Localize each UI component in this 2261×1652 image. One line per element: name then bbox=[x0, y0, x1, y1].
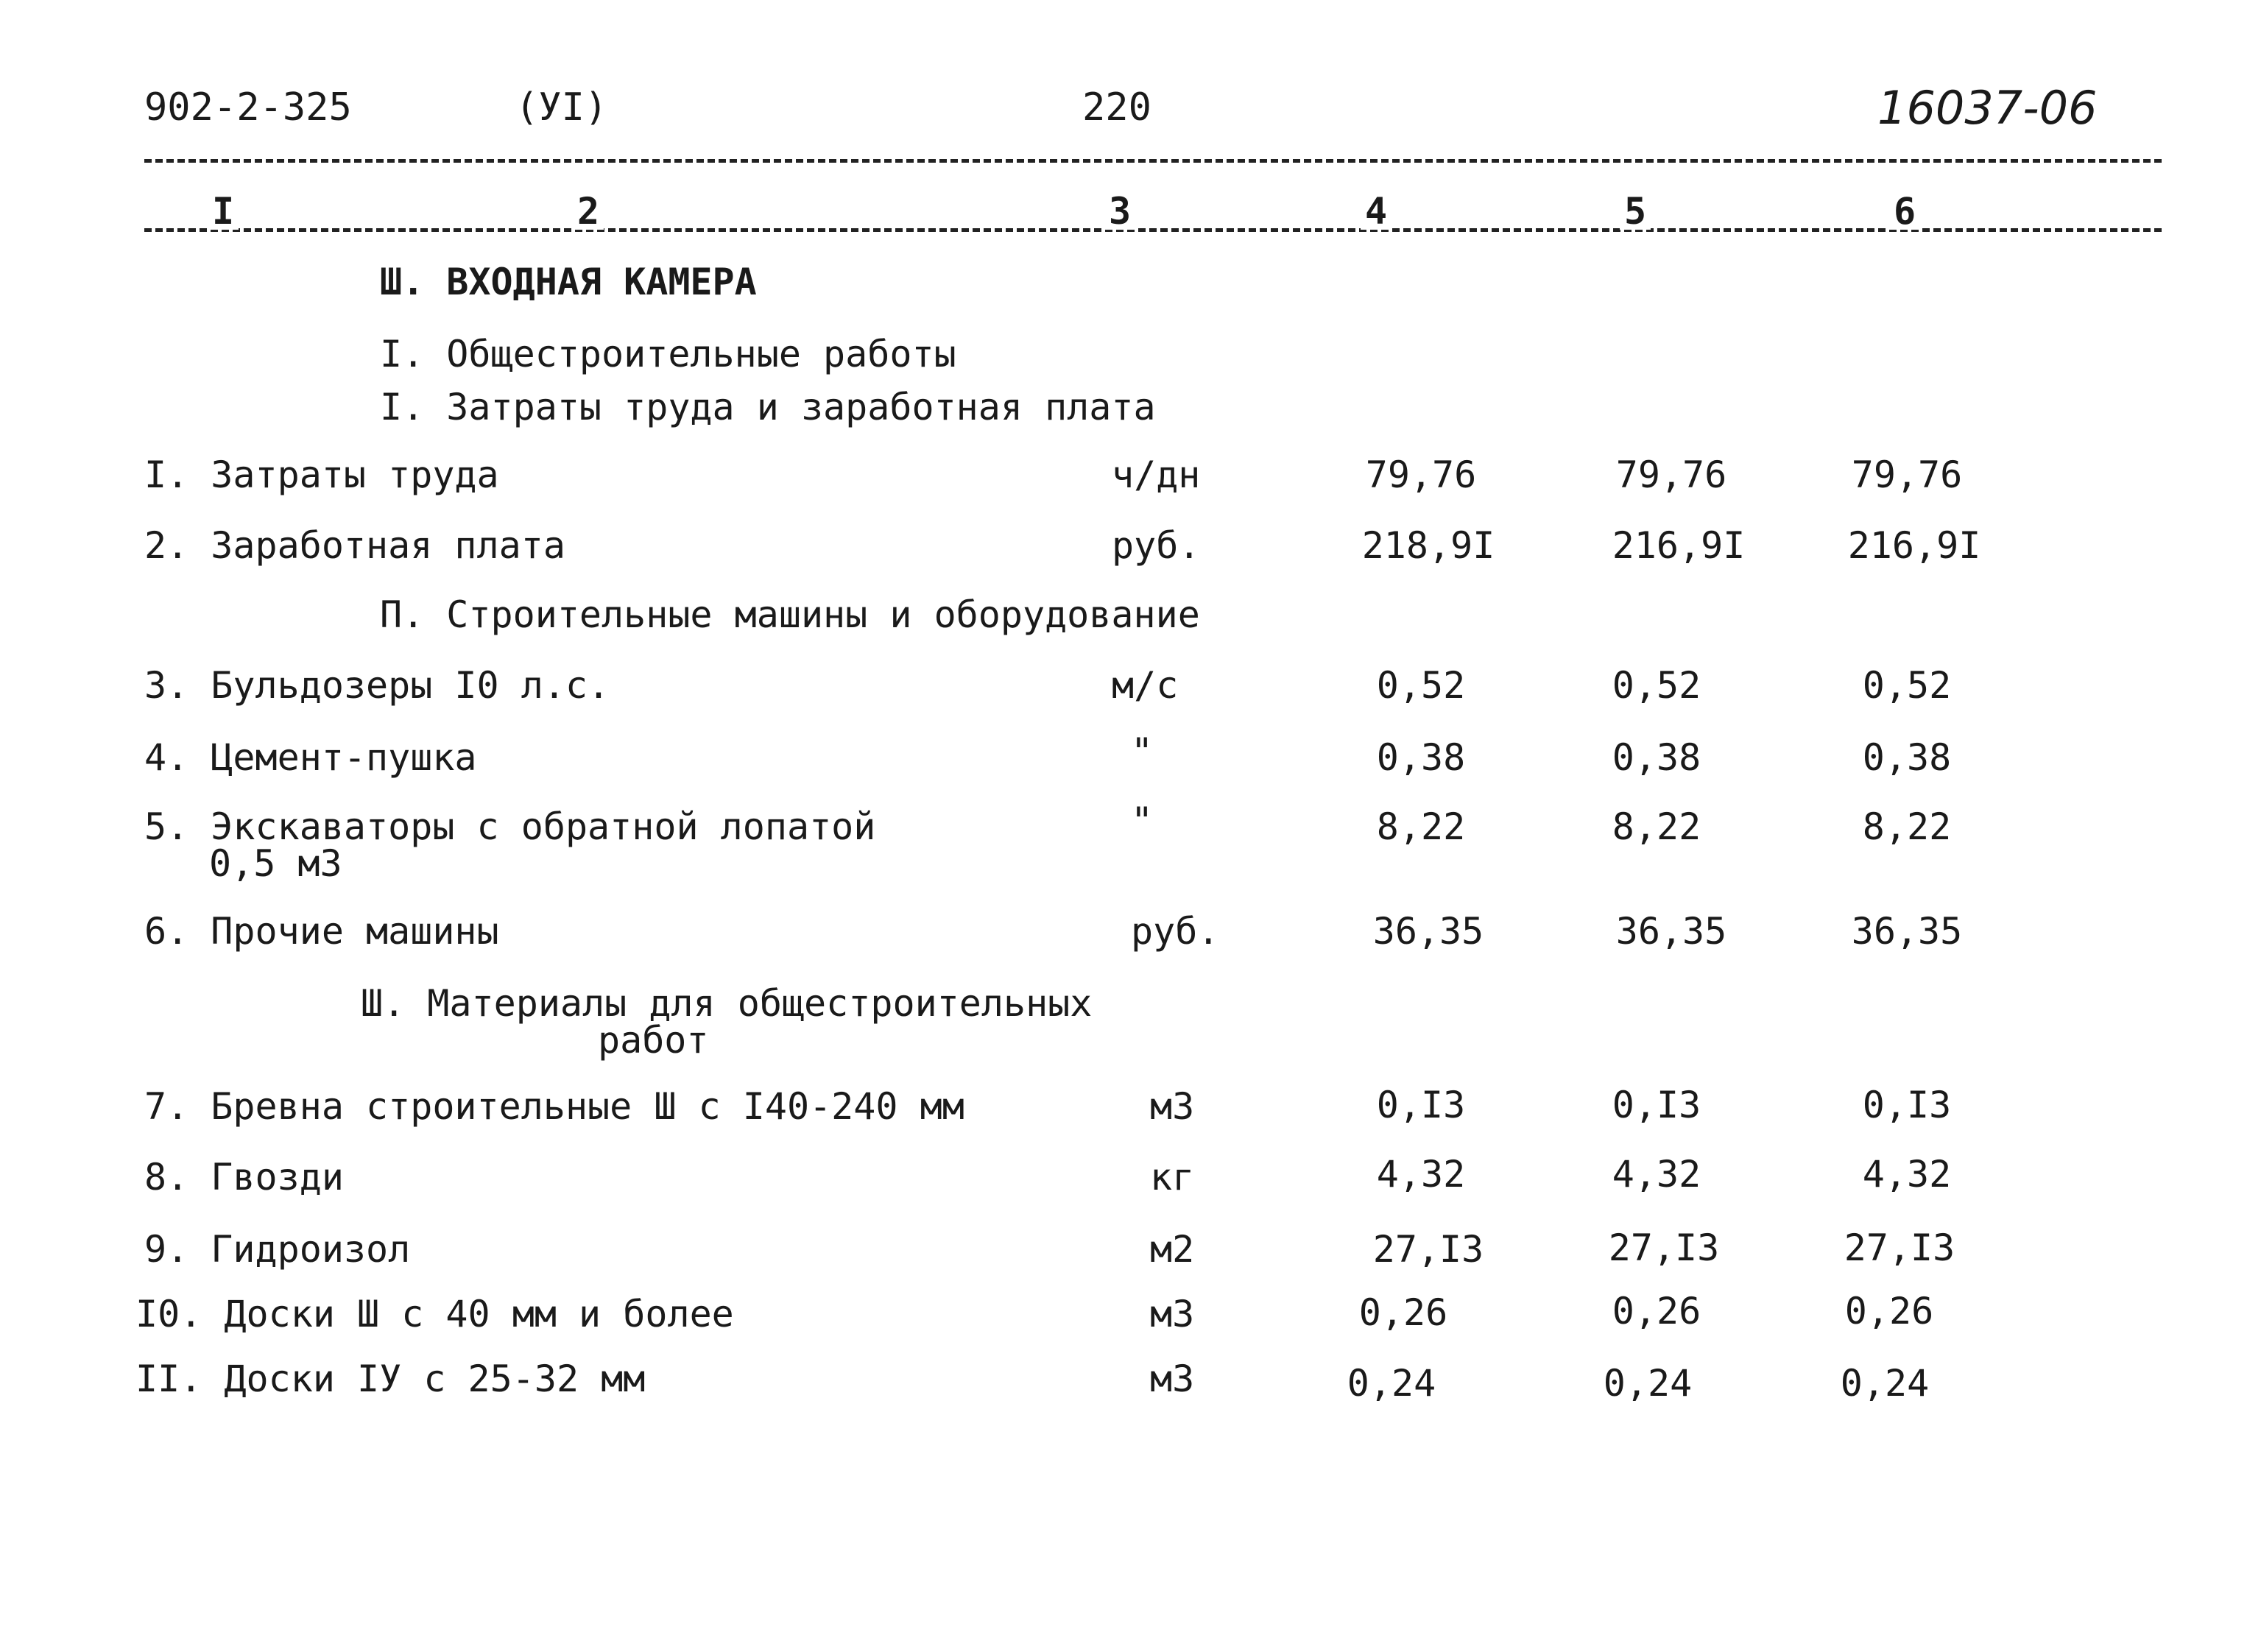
row-5-col5: 8,22 bbox=[1612, 805, 1701, 848]
row-9-unit: м2 bbox=[1150, 1228, 1195, 1271]
col-header-5: 5 bbox=[1620, 193, 1651, 230]
row-8-col5: 4,32 bbox=[1612, 1153, 1701, 1196]
row-2-col6: 216,9I bbox=[1847, 524, 1981, 567]
row-5-col4: 8,22 bbox=[1376, 805, 1466, 848]
row-1-col5: 79,76 bbox=[1615, 453, 1727, 496]
column-dashed-rule bbox=[144, 228, 2162, 232]
row-9-col6: 27,I3 bbox=[1844, 1226, 1955, 1269]
doc-part: (УI) bbox=[515, 85, 608, 130]
group-heading-labor: I. Затраты труда и заработная плата bbox=[380, 386, 1156, 428]
top-dashed-rule bbox=[144, 159, 2162, 163]
col-header-2: 2 bbox=[573, 193, 604, 230]
row-8-col6: 4,32 bbox=[1862, 1153, 1952, 1196]
row-2-name: 2. Заработная плата bbox=[144, 524, 565, 567]
row-10-unit: м3 bbox=[1150, 1293, 1195, 1335]
row-4-col5: 0,38 bbox=[1612, 736, 1701, 779]
subsection-title: I. Общестроительные работы bbox=[380, 333, 956, 375]
row-4-name: 4. Цемент-пушка bbox=[144, 736, 477, 779]
row-4-unit: " bbox=[1131, 730, 1154, 773]
row-11-col6: 0,24 bbox=[1840, 1362, 1930, 1405]
section-title: Ш. ВХОДНАЯ КАМЕРА bbox=[380, 261, 757, 303]
row-9-col5: 27,I3 bbox=[1608, 1226, 1720, 1269]
row-7-col6: 0,I3 bbox=[1862, 1084, 1952, 1126]
row-5-unit: " bbox=[1131, 799, 1154, 842]
row-8-col4: 4,32 bbox=[1376, 1153, 1466, 1196]
row-3-col6: 0,52 bbox=[1862, 664, 1952, 707]
row-4-col4: 0,38 bbox=[1376, 736, 1466, 779]
row-3-col4: 0,52 bbox=[1376, 664, 1466, 707]
row-11-col5: 0,24 bbox=[1603, 1362, 1693, 1405]
row-8-name: 8. Гвозди bbox=[144, 1156, 344, 1199]
row-3-unit: м/с bbox=[1112, 664, 1179, 707]
row-5-name-cont: 0,5 м3 bbox=[209, 842, 342, 885]
row-3-name: 3. Бульдозеры I0 л.с. bbox=[144, 664, 610, 707]
row-6-name: 6. Прочие машины bbox=[144, 910, 499, 953]
row-2-col4: 218,9I bbox=[1361, 524, 1495, 567]
row-1-unit: ч/дн bbox=[1112, 453, 1201, 496]
row-7-unit: м3 bbox=[1150, 1085, 1195, 1128]
row-10-col4: 0,26 bbox=[1358, 1291, 1448, 1334]
row-10-col6: 0,26 bbox=[1844, 1290, 1934, 1332]
row-9-col4: 27,I3 bbox=[1372, 1228, 1484, 1271]
row-1-col6: 79,76 bbox=[1851, 453, 1963, 496]
row-11-name: II. Доски IУ с 25-32 мм bbox=[135, 1358, 646, 1400]
col-header-6: 6 bbox=[1889, 193, 1920, 230]
row-1-name: I. Затраты труда bbox=[144, 453, 499, 496]
row-9-name: 9. Гидроизол bbox=[144, 1228, 411, 1271]
row-3-col5: 0,52 bbox=[1612, 664, 1701, 707]
col-header-3: 3 bbox=[1104, 193, 1135, 230]
row-6-col5: 36,35 bbox=[1615, 910, 1727, 953]
row-7-col5: 0,I3 bbox=[1612, 1084, 1701, 1126]
row-5-col6: 8,22 bbox=[1862, 805, 1952, 848]
row-7-col4: 0,I3 bbox=[1376, 1084, 1466, 1126]
col-header-1: I bbox=[208, 193, 239, 230]
row-6-unit: руб. bbox=[1131, 910, 1220, 953]
group-heading-materials-cont: работ bbox=[598, 1019, 709, 1062]
row-6-col6: 36,35 bbox=[1851, 910, 1963, 953]
row-2-col5: 216,9I bbox=[1612, 524, 1746, 567]
sheet-number: 16037-06 bbox=[1877, 81, 2098, 135]
row-8-unit: кг bbox=[1150, 1156, 1195, 1199]
row-1-col4: 79,76 bbox=[1365, 453, 1477, 496]
row-5-name: 5. Экскаваторы с обратной лопатой bbox=[144, 805, 876, 848]
row-6-col4: 36,35 bbox=[1372, 910, 1484, 953]
page-number: 220 bbox=[1082, 85, 1151, 130]
col-header-4: 4 bbox=[1361, 193, 1391, 230]
row-4-col6: 0,38 bbox=[1862, 736, 1952, 779]
row-10-name: I0. Доски Ш с 40 мм и более bbox=[135, 1293, 734, 1335]
row-11-col4: 0,24 bbox=[1347, 1362, 1436, 1405]
doc-code: 902-2-325 bbox=[144, 85, 352, 130]
group-heading-materials: Ш. Материалы для общестроительных bbox=[361, 982, 1093, 1025]
row-10-col5: 0,26 bbox=[1612, 1290, 1701, 1332]
row-2-unit: руб. bbox=[1112, 524, 1201, 567]
row-11-unit: м3 bbox=[1150, 1358, 1195, 1400]
group-heading-machines: П. Строительные машины и оборудование bbox=[380, 593, 1200, 636]
row-7-name: 7. Бревна строительные Ш с I40-240 мм bbox=[144, 1085, 964, 1128]
